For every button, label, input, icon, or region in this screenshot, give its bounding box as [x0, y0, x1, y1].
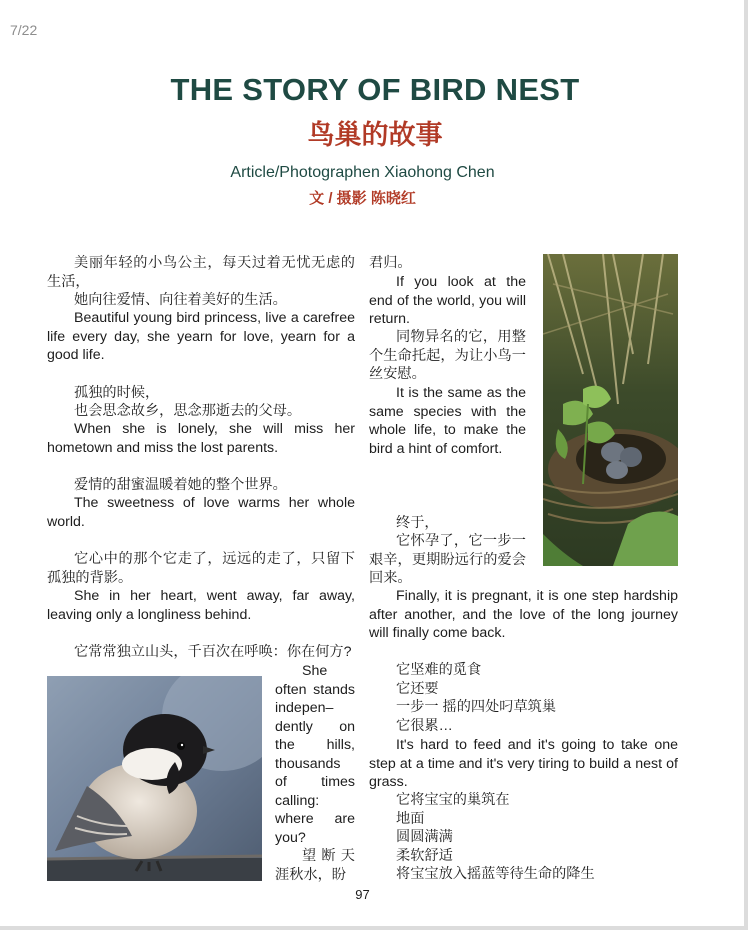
- col1-p5-zh-b: 望断天涯秋水，盼: [275, 848, 355, 883]
- title-english: THE STORY OF BIRD NEST: [170, 72, 580, 107]
- col2-p5-zh-b: 地面: [396, 811, 425, 827]
- col2-p4-en: It's hard to feed and it's going to take one step at a time and it's very tiring to build a nest of grass.: [369, 737, 678, 790]
- page-number: 97: [355, 887, 370, 902]
- title-chinese: 鸟巢的故事: [307, 120, 443, 150]
- nest-photo: [543, 254, 678, 566]
- col1-p5-zh: 它常常独立山头，千百次在呼唤：你在何方?: [74, 644, 352, 660]
- col1-p2-en: When she is lonely, she will miss her hometown and miss the lost parents.: [47, 421, 355, 456]
- byline-chinese: 文 / 摄影 陈晓红: [309, 190, 416, 207]
- col1-p4-en: She in her heart, went away, far away, leaving only a longliness behind.: [47, 588, 355, 623]
- col1-p2-zh-b: 也会思念故乡，思念那逝去的父母。: [74, 403, 302, 419]
- page-indicator: 7/22: [10, 22, 38, 38]
- col2-p4-zh-a: 它坚难的觅食: [396, 662, 482, 678]
- col1-p4-zh: 它心中的那个它走了，远远的走了，只留下孤独的背影。: [47, 551, 355, 586]
- col2-p2-zh: 同物异名的它，用整个生命托起，为让小鸟一丝安慰。: [369, 329, 526, 382]
- col1-p2-zh-a: 孤独的时候，: [74, 385, 160, 401]
- col2-p3-en: Finally, it is pregnant, it is one step hardship after another, and the love of the long journey will finally come back.: [369, 588, 678, 641]
- col2-p4-zh-d: 它很累…: [396, 718, 453, 734]
- col2-p3-zh-b: 它怀孕了，它一步一艰辛，更期盼远行的爱会回来。: [369, 533, 526, 586]
- col2-p1-en: If you look at the end of the world, you will return.: [369, 274, 526, 327]
- col2-p5-zh-d: 柔软舒适: [396, 848, 453, 864]
- col1-p3-zh: 爱情的甜蜜温暖着她的整个世界。: [74, 477, 287, 493]
- byline-english: Article/Photographen Xiaohong Chen: [230, 164, 495, 181]
- col2-p5-zh-c: 圆圆满满: [396, 829, 453, 845]
- col1-p1-en: Beautiful young bird princess, live a carefree life every day, she yearn for love, yearn for a good life.: [47, 310, 355, 363]
- col1-p5-en: She often stands indepen–dently on the hills, thousands of times calling: where are you?: [275, 663, 355, 846]
- col2-p4-zh-c: 一步一 摇的四处叼草筑巢: [396, 699, 557, 715]
- col1-p1-zh-a: 美丽年轻的小鸟公主，每天过着无忧无虑的生活，: [47, 255, 355, 290]
- chickadee-photo: [47, 676, 262, 881]
- col1-p1-zh-b: 她向往爱情、向往着美好的生活。: [74, 292, 287, 308]
- col2-p5-zh-e: 将宝宝放入摇蓝等待生命的降生: [396, 866, 595, 882]
- col2-p3-zh-a: 终于，: [396, 515, 439, 531]
- col2-p4-zh-b: 它还要: [396, 681, 439, 697]
- col2-p5-zh-a: 它将宝宝的巢筑在: [396, 792, 510, 808]
- col1-p3-en: The sweetness of love warms her whole world.: [47, 495, 355, 530]
- col2-p1-zh: 君归。: [369, 255, 412, 271]
- col2-p2-en: It is the same as the same species with the whole life, to make the bird a hint of comfort.: [369, 385, 526, 457]
